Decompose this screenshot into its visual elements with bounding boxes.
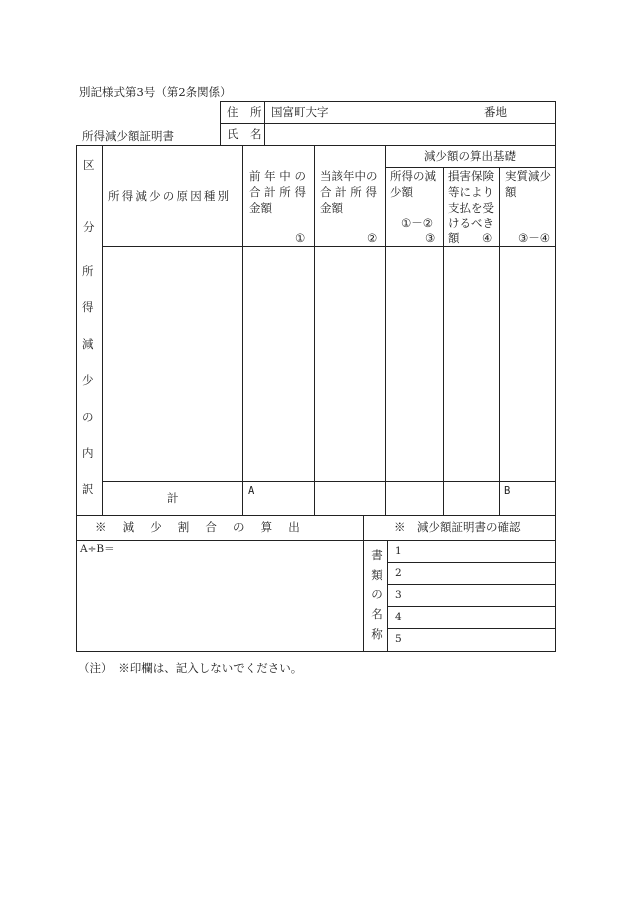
category-label-bottom: 分 xyxy=(83,220,95,234)
total-label: 計 xyxy=(167,491,179,505)
current-year-entry-cell[interactable] xyxy=(315,247,385,481)
total-b-label: B xyxy=(504,485,511,497)
doc-row-2[interactable]: 2 xyxy=(395,567,402,579)
col-insurance-line4: けるべき xyxy=(448,216,494,230)
real-decrease-entry-cell[interactable] xyxy=(500,247,555,481)
col-insurance-line2: 等により xyxy=(448,185,494,199)
ratio-formula: A÷B＝ xyxy=(80,543,115,555)
col-prev-year-num: ① xyxy=(295,231,306,245)
doc-names-label-char: 類 xyxy=(371,567,383,582)
prev-year-entry-cell[interactable] xyxy=(243,247,314,481)
address-value[interactable]: 国富町大字 xyxy=(271,105,329,119)
col-insurance-line3: 支払を受 xyxy=(448,201,494,215)
confirm-header: ※ 減少額証明書の確認 xyxy=(394,520,521,534)
category-label-top: 区 xyxy=(83,158,95,172)
col-real-decrease-line1: 実質減少 xyxy=(505,169,551,183)
col-current-year-line2: 合 計 所 得 xyxy=(320,185,377,199)
col-current-year-line1: 当該年中の xyxy=(320,169,378,183)
ratio-header: ※ 減 少 割 合 の 算 出 xyxy=(95,520,302,534)
col-current-year-line3: 金額 xyxy=(320,201,343,215)
col-income-decrease-formula: ①－② xyxy=(401,216,434,230)
col-prev-year-line3: 金額 xyxy=(249,201,272,215)
col-income-decrease-line1: 所得の減 xyxy=(390,169,436,183)
col-prev-year-line2: 合 計 所 得 xyxy=(249,185,306,199)
col-real-decrease-formula: ③－④ xyxy=(518,231,551,245)
doc-names-label-char: 称 xyxy=(371,626,383,641)
income-decrease-entry-cell[interactable] xyxy=(386,247,443,481)
doc-names-label xyxy=(370,550,384,640)
col-income-decrease-num: ③ xyxy=(425,231,436,245)
side-label-char: 減 xyxy=(82,336,94,351)
cause-label: 所得減少の原因種別 xyxy=(108,189,232,203)
address-suffix: 番地 xyxy=(484,105,507,119)
name-label: 氏 名 xyxy=(227,127,262,141)
side-label-char: の xyxy=(82,409,94,424)
document-title: 所得減少額証明書 xyxy=(82,129,174,143)
doc-row-3[interactable]: 3 xyxy=(395,589,402,601)
cause-entry-cell[interactable] xyxy=(103,247,242,481)
side-label-column xyxy=(82,266,96,496)
col-insurance-line1: 損害保険 xyxy=(448,169,494,183)
col-real-decrease-line2: 額 xyxy=(505,185,517,199)
col-insurance-num: ④ xyxy=(482,231,493,245)
col-income-decrease-line2: 少額 xyxy=(390,185,413,199)
col-current-year-num: ② xyxy=(367,231,378,245)
insurance-entry-cell[interactable] xyxy=(444,247,499,481)
doc-row-4[interactable]: 4 xyxy=(395,611,402,623)
side-label-char: 少 xyxy=(82,373,94,388)
side-label-char: 得 xyxy=(82,300,94,315)
side-label-char: 訳 xyxy=(82,482,94,497)
total-a-label: A xyxy=(248,485,255,497)
side-label-char: 所 xyxy=(82,264,94,278)
col-prev-year-line1: 前 年 中 の xyxy=(249,169,306,183)
footnote: （注） ※印欄は、記入しないでください。 xyxy=(78,661,303,675)
basis-header: 減少額の算出基礎 xyxy=(424,149,516,163)
form-label: 別記様式第3号（第2条関係） xyxy=(79,85,232,99)
ratio-entry-area[interactable] xyxy=(77,541,363,651)
doc-names-label-char: 名 xyxy=(371,606,383,621)
doc-names-label-char: の xyxy=(371,587,383,602)
doc-row-5[interactable]: 5 xyxy=(395,633,402,645)
doc-names-label-char: 書 xyxy=(371,548,383,562)
side-label-char: 内 xyxy=(82,446,94,461)
name-field[interactable] xyxy=(265,124,555,144)
address-label: 住 所 xyxy=(227,105,262,119)
col-insurance-last: 額 xyxy=(448,231,460,245)
doc-row-1[interactable]: 1 xyxy=(395,545,402,557)
